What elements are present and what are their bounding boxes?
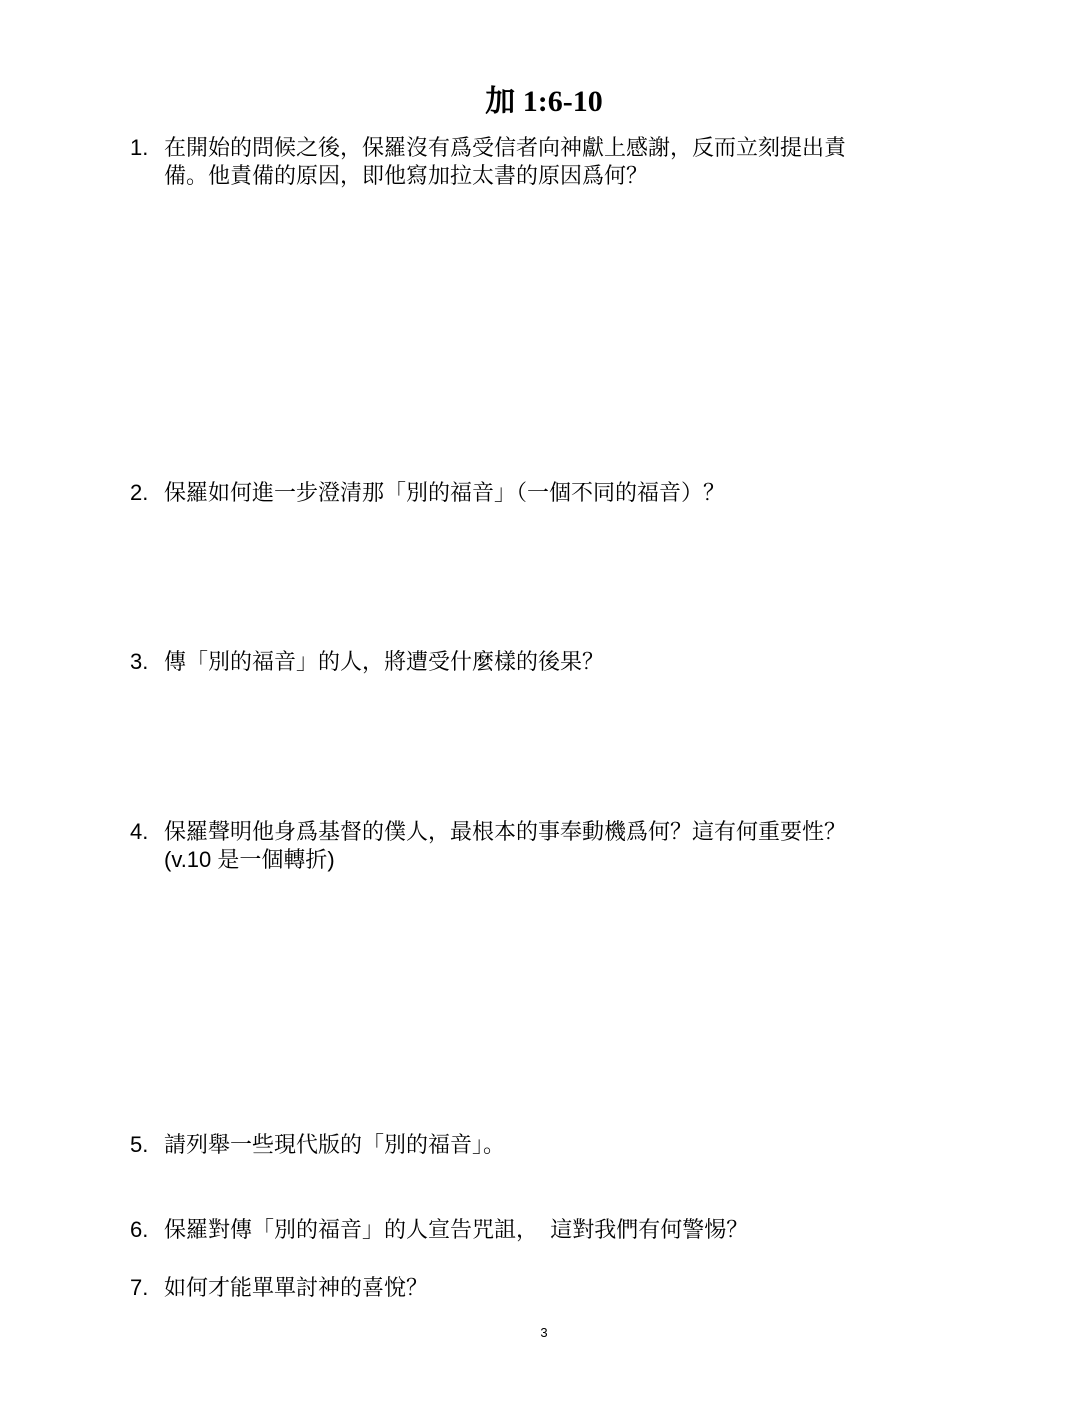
question-line: 如何才能單單討神的喜悅？ bbox=[164, 1275, 429, 1300]
question-text bbox=[164, 134, 950, 190]
question-line: (v.10 是一個轉折) bbox=[164, 847, 335, 872]
question-number: 6. bbox=[130, 1217, 149, 1242]
page-number: 3 bbox=[540, 1325, 548, 1340]
question-text bbox=[164, 479, 950, 507]
question-5 bbox=[130, 1131, 950, 1159]
question-number: 7. bbox=[130, 1275, 149, 1300]
question-number: 5. bbox=[130, 1132, 149, 1157]
question-line: 在開始的問候之後，保羅沒有爲受信者向神獻上感謝，反而立刻提出責 bbox=[164, 135, 847, 160]
question-7 bbox=[130, 1274, 950, 1302]
question-number: 4. bbox=[130, 819, 149, 844]
question-number: 3. bbox=[130, 649, 149, 674]
page-title: 加 1:6-10 bbox=[485, 85, 603, 118]
question-line: 備。他責備的原因，即他寫加拉太書的原因爲何？ bbox=[164, 163, 649, 188]
question-text bbox=[164, 1216, 950, 1244]
question-2 bbox=[130, 479, 950, 507]
question-6 bbox=[130, 1216, 950, 1244]
question-3 bbox=[130, 648, 950, 676]
question-text bbox=[164, 818, 950, 874]
question-number: 2. bbox=[130, 480, 149, 505]
question-line: 保羅聲明他身爲基督的僕人，最根本的事奉動機爲何？這有何重要性？ bbox=[164, 819, 847, 844]
question-1 bbox=[130, 134, 950, 190]
question-line: 傳「別的福音」的人，將遭受什麼樣的後果？ bbox=[164, 649, 605, 674]
question-number: 1. bbox=[130, 135, 149, 160]
question-text bbox=[164, 1274, 950, 1302]
question-line: 保羅對傳「別的福音」的人宣告咒詛， 這對我們有何警惕？ bbox=[164, 1217, 749, 1242]
question-4 bbox=[130, 818, 950, 874]
question-text bbox=[164, 1131, 950, 1159]
question-text bbox=[164, 648, 950, 676]
question-line: 請列舉一些現代版的「別的福音」。 bbox=[164, 1132, 506, 1157]
question-line: 保羅如何進一步澄清那「別的福音」（一個不同的福音）？ bbox=[164, 480, 726, 505]
